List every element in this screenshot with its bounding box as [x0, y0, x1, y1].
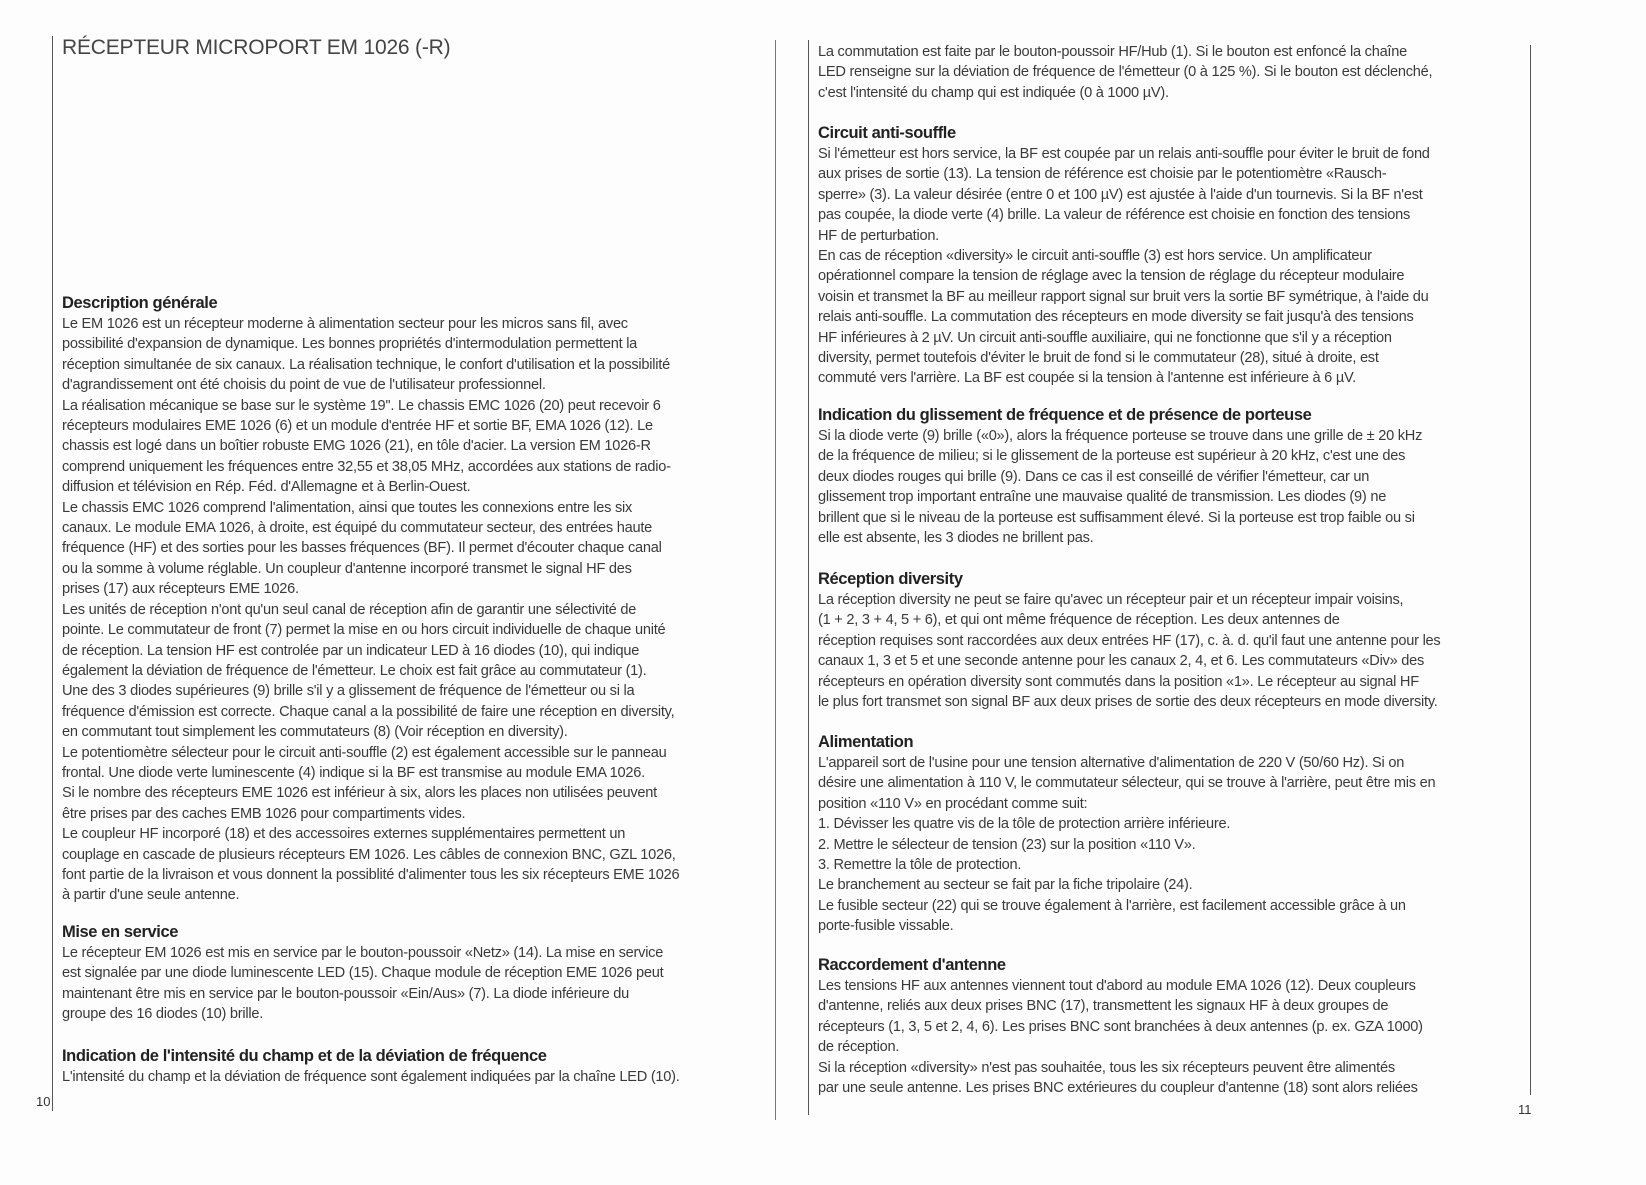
- text-line: Le coupleur HF incorporé (18) et des accessoires externes supplémentaires permettent un: [62, 826, 626, 843]
- text-line: Le chassis EMC 1026 comprend l'alimentation, ainsi que toutes les connexions entre les six: [62, 499, 633, 516]
- text-line: fréquence d'émission est correcte. Chaque canal a la possibilité de faire une réception en diversity,: [62, 703, 675, 720]
- text-line: d'antenne, reliés aux deux prises BNC (17), transmettent les signaux HF à deux groupes de: [818, 998, 1389, 1015]
- section-heading: Réception diversity: [818, 570, 963, 588]
- section: [62, 292, 679, 906]
- text-line: réception simultanée de six canaux. La réalisation technique, le confort d'utilisation et la possibilité: [62, 356, 670, 373]
- text-line: Les tensions HF aux antennes viennent tout d'abord au module EMA 1026 (12). Deux coupleurs: [818, 978, 1416, 994]
- text-line: de réception.: [818, 1039, 900, 1056]
- section-heading: Indication du glissement de fréquence et de présence de porteuse: [818, 406, 1312, 424]
- text-line: font partie de la livraison et vous donnent la possiblité d'alimenter tous les six récepteurs EME 1026: [62, 866, 680, 883]
- text-line: est signalée par une diode luminescente LED (15). Chaque module de réception EME 1026 peut: [62, 965, 664, 982]
- page-number-left: 10: [36, 1094, 51, 1109]
- text-line: La commutation est faite par le bouton-poussoir HF/Hub (1). Si le bouton est enfoncé la chaîne: [818, 44, 1407, 60]
- section: [818, 404, 1422, 548]
- text-line: canaux 1, 3 et 5 et une seconde antenne pour les canaux 2, 4, et 6. Les commutateurs «Div» des: [818, 653, 1425, 670]
- text-line: 3. Remettre la tôle de protection.: [818, 857, 1022, 874]
- text-line: chassis est logé dans un boîtier robuste EMG 1026 (21), en tôle d'acier. La version EM 1026-R: [62, 438, 651, 455]
- text-line: deux diodes rouges qui brille (9). Dans ce cas il est conseillé de vérifier l'émetteur, car un: [818, 468, 1370, 485]
- section: [818, 568, 1440, 712]
- text-line: récepteurs en opération diversity sont commutés dans la position «1». Le récepteur au signal HF: [818, 673, 1419, 690]
- section: [818, 122, 1430, 389]
- text-line: ou la somme à volume réglable. Un coupleur d'antenne incorporé transmet le signal HF des: [62, 560, 632, 577]
- text-line: 1. Dévisser les quatre vis de la tôle de protection arrière inférieure.: [818, 816, 1231, 833]
- text-line: Si la réception «diversity» n'est pas souhaitée, tous les six récepteurs peuvent être alimentés: [818, 1059, 1395, 1076]
- right-edge-rule: [1530, 45, 1531, 1095]
- text-line: de la fréquence de milieu; si le glissement de la porteuse est supérieur à 20 kHz, c'est une des: [818, 448, 1406, 465]
- text-line: d'agrandissement ont été choisis du point de vue de l'utilisateur professionnel.: [62, 377, 546, 394]
- text-line: LED renseigne sur la déviation de fréquence de l'émetteur (0 à 125 %). Si le bouton est déclenché,: [818, 64, 1433, 81]
- section-heading: Indication de l'intensité du champ et de la déviation de fréquence: [62, 1047, 547, 1065]
- text-line: opérationnel compare la tension de réglage avec la tension de réglage du récepteur modulaire: [818, 268, 1405, 285]
- text-line: Si la diode verte (9) brille («0»), alors la fréquence porteuse se trouve dans une grille de ± 20 kHz: [818, 428, 1423, 444]
- text-line: récepteurs (1, 3, 5 et 2, 4, 6). Les prises BNC sont branchées à deux antennes (p. ex. GZA 1000): [818, 1018, 1423, 1035]
- text-line: Le récepteur EM 1026 est mis en service par le bouton-poussoir «Netz» (14). La mise en service: [62, 945, 664, 961]
- page-title: RÉCEPTEUR MICROPORT EM 1026 (-R): [62, 36, 451, 59]
- text-line: La réalisation mécanique se base sur le système 19''. Le chassis EMC 1026 (20) peut recevoir 6: [62, 397, 661, 414]
- text-line: de réception. La tension HF est controlée par un indicateur LED à 16 diodes (10), qui indique: [62, 642, 640, 659]
- text-line: couplage en cascade de plusieurs récepteurs EM 1026. Les câbles de connexion BNC, GZL 1026,: [62, 846, 676, 863]
- section: [818, 42, 1432, 103]
- text-line: porte-fusible vissable.: [818, 918, 954, 935]
- text-line: Le branchement au secteur se fait par la fiche tripolaire (24).: [818, 877, 1193, 894]
- text-line: HF de perturbation.: [818, 227, 939, 244]
- section: [62, 921, 663, 1025]
- section: [818, 731, 1435, 937]
- left-margin-rule: [52, 36, 53, 1111]
- section-heading: Mise en service: [62, 923, 178, 941]
- text-line: prises (17) aux récepteurs EME 1026.: [62, 581, 299, 598]
- text-line: par une seule antenne. Les prises BNC extérieures du coupleur d'antenne (18) sont alors reliées: [818, 1080, 1418, 1097]
- text-line: L'intensité du champ et la déviation de fréquence sont également indiquées par la chaîne LED (10).: [62, 1069, 680, 1085]
- section-heading: Raccordement d'antenne: [818, 956, 1006, 974]
- text-line: Les unités de réception n'ont qu'un seul canal de réception afin de garantir une sélectivité de: [62, 601, 637, 618]
- section: [818, 954, 1423, 1098]
- text-line: Le EM 1026 est un récepteur moderne à alimentation secteur pour les micros sans fil, avec: [62, 316, 628, 332]
- text-line: diffusion et télévision en Rép. Féd. d'Allemagne et à Berlin-Ouest.: [62, 479, 471, 496]
- text-line: groupe des 16 diodes (10) brille.: [62, 1006, 264, 1023]
- text-line: 2. Mettre le sélecteur de tension (23) sur la position «110 V».: [818, 836, 1196, 853]
- text-line: La réception diversity ne peut se faire qu'avec un récepteur pair et un récepteur impair voisins,: [818, 592, 1404, 608]
- text-line: maintenant être mis en service par le bouton-poussoir «Ein/Aus» (7). La diode inférieure du: [62, 985, 630, 1002]
- text-line: récepteurs modulaires EME 1026 (6) et un module d'entrée HF et sortie BF, EMA 1026 (12). Le: [62, 418, 653, 435]
- text-line: c'est l'intensité du champ qui est indiquée (0 à 1000 µV).: [818, 84, 1169, 101]
- text-line: HF inférieures à 2 µV. Un circuit anti-souffle auxiliaire, qui ne fonctionne que s'il y a réception: [818, 329, 1392, 346]
- section-heading: Circuit anti-souffle: [818, 124, 956, 142]
- text-line: le plus fort transmet son signal BF aux deux prises de sortie des deux récepteurs en mode diversity.: [818, 694, 1438, 711]
- section-heading: Description générale: [62, 294, 218, 312]
- text-line: fréquence (HF) et des sorties pour les basses fréquences (BF). Il permet d'écouter chaque canal: [62, 540, 662, 557]
- text-line: commuté vers l'arrière. La BF est coupée si la tension à l'antenne est inférieure à 6 µV.: [818, 370, 1356, 387]
- text-line: pointe. Le commutateur de front (7) permet la mise en ou hors circuit individuelle de chaque unité: [62, 622, 666, 639]
- page-number-right: 11: [1518, 1102, 1532, 1117]
- text-line: Si l'émetteur est hors service, la BF est coupée par un relais anti-souffle pour éviter le bruit de fond: [818, 146, 1430, 162]
- text-line: comprend uniquement les fréquences entre 32,55 et 38,05 MHz, accordées aux stations de radio-: [62, 458, 671, 475]
- text-line: relais anti-souffle. La commutation des récepteurs en mode diversity se fait jusqu'à des tensions: [818, 309, 1414, 326]
- right-page-margin-rule: [808, 40, 809, 1115]
- text-line: en commutant tout simplement les commutateurs (8) (Voir réception en diversity).: [62, 724, 568, 741]
- text-line: voisin et transmet la BF au meilleur rapport signal sur bruit vers la sortie BF symétrique, à l'aide du: [818, 288, 1429, 305]
- text-line: sperre» (3). La valeur désirée (entre 0 et 100 µV) est ajustée à l'aide d'un tournevis. Si la BF n'est: [818, 186, 1423, 203]
- text-line: réception requises sont raccordées aux deux entrées HF (17), c. à. d. qu'il faut une antenne pour les: [818, 632, 1441, 649]
- section-heading: Alimentation: [818, 733, 914, 751]
- text-line: brillent que si le niveau de la porteuse est suffisamment élevé. Si la porteuse est trop faible ou si: [818, 509, 1415, 526]
- text-line: canaux. Le module EMA 1026, à droite, est équipé du commutateur secteur, des entrées haute: [62, 520, 653, 537]
- text-line: elle est absente, les 3 diodes ne brillent pas.: [818, 530, 1094, 547]
- text-line: à partir d'une seule antenne.: [62, 887, 240, 904]
- text-line: également la déviation de fréquence de l'émetteur. Le choix est fait grâce au commutateur (1).: [62, 662, 647, 679]
- text-line: Une des 3 diodes supérieures (9) brille s'il y a glissement de fréquence de l'émetteur ou si la: [62, 683, 635, 700]
- text-line: diversity, permet toutefois d'éviter le bruit de fond si le commutateur (28), situé à droite, est: [818, 350, 1379, 367]
- section: [62, 1045, 680, 1087]
- text-line: Si le nombre des récepteurs EME 1026 est inférieur à six, alors les places non utilisées peuvent: [62, 785, 657, 802]
- text-line: désire une alimentation à 110 V, le commutateur sélecteur, qui se trouve à l'arrière, peut être mis en: [818, 775, 1436, 792]
- text-line: frontal. Une diode verte luminescente (4) indique si la BF est transmise au module EMA 1026.: [62, 764, 645, 781]
- text-line: pas coupée, la diode verte (4) brille. La valeur de référence est choisie en fonction des tensions: [818, 207, 1411, 224]
- text-line: En cas de réception «diversity» le circuit anti-souffle (3) est hors service. Un amplificateur: [818, 248, 1372, 265]
- text-line: Le potentiomètre sélecteur pour le circuit anti-souffle (2) est également accessible sur le panneau: [62, 744, 667, 761]
- text-line: être prises par des caches EMB 1026 pour compartiments vides.: [62, 805, 466, 822]
- text-line: possibilité d'expansion de dynamique. Les bonnes propriétés d'intermodulation permettent la: [62, 336, 638, 353]
- text-line: position «110 V» en procédant comme suit:: [818, 795, 1088, 812]
- text-line: glissement trop important entraîne une mauvaise qualité de transmission. Les diodes (9) ne: [818, 489, 1387, 506]
- page-gutter-rule: [775, 40, 776, 1120]
- text-line: L'appareil sort de l'usine pour une tension alternative d'alimentation de 220 V (50/60 Hz). Si on: [818, 755, 1405, 771]
- text-line: aux prises de sortie (13). La tension de référence est choisie par le potentiomètre «Rausch-: [818, 166, 1387, 183]
- text-line: Le fusible secteur (22) qui se trouve également à l'arrière, est facilement accessible grâce à un: [818, 897, 1406, 914]
- text-line: (1 + 2, 3 + 4, 5 + 6), et qui ont même fréquence de réception. Les deux antennes de: [818, 612, 1340, 629]
